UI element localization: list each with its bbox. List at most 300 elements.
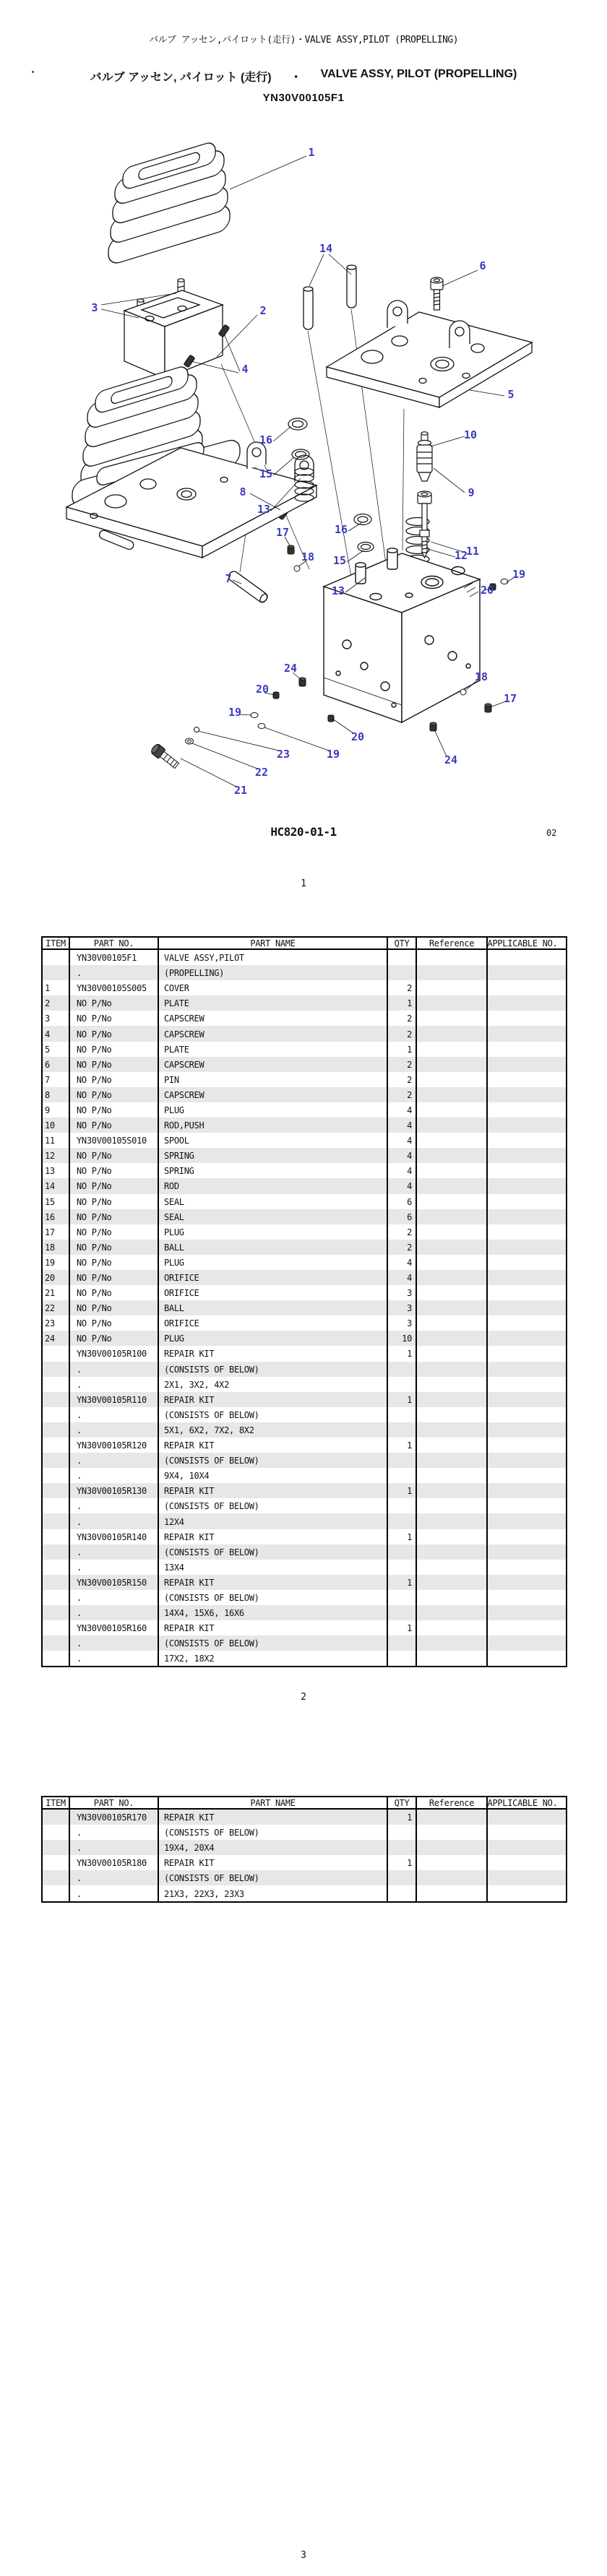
reference-cell <box>417 1438 488 1453</box>
column-header: QTY <box>388 1797 417 1808</box>
callout-number: 17 <box>275 526 290 539</box>
callout-number: 10 <box>463 428 478 441</box>
qty-cell: 2 <box>388 1240 417 1255</box>
table-row <box>43 1825 566 1840</box>
callout-number: 19 <box>228 706 242 719</box>
part-name-cell: SEAL <box>159 1194 388 1209</box>
part-name-cell: CAPSCREW <box>159 1011 388 1026</box>
qty-cell: 1 <box>388 1392 417 1407</box>
qty-cell: 10 <box>388 1331 417 1346</box>
qty-cell: 4 <box>388 1270 417 1285</box>
item-cell <box>43 1362 70 1377</box>
applicable-no-cell <box>488 1178 557 1193</box>
reference-cell <box>417 965 488 980</box>
reference-cell <box>417 1483 488 1498</box>
part-name-cell: REPAIR KIT <box>159 1346 388 1361</box>
part-name-cell: ROD,PUSH <box>159 1118 388 1133</box>
part-name-cell: (CONSISTS OF BELOW) <box>159 1870 388 1885</box>
table-row <box>43 1315 566 1331</box>
qty-cell <box>388 1468 417 1483</box>
socket-bolt-part <box>431 277 443 310</box>
callout-leader-line <box>264 727 329 751</box>
table-row <box>43 1377 566 1392</box>
table-row <box>43 1392 566 1407</box>
reference-cell <box>417 1148 488 1163</box>
table-row <box>43 1422 566 1438</box>
callout-number: 15 <box>259 467 273 480</box>
qty-cell: 4 <box>388 1163 417 1178</box>
page-number-1: 1 <box>301 878 306 889</box>
reference-cell <box>417 1102 488 1118</box>
callout-number: 13 <box>257 503 271 516</box>
qty-cell: 4 <box>388 1148 417 1163</box>
item-cell <box>43 1560 70 1575</box>
applicable-no-cell <box>488 1620 557 1635</box>
table-row <box>43 1635 566 1651</box>
part-name-cell: REPAIR KIT <box>159 1529 388 1544</box>
applicable-no-cell <box>488 995 557 1011</box>
applicable-no-cell <box>488 1560 557 1575</box>
reference-cell <box>417 1392 488 1407</box>
item-cell: 12 <box>43 1148 70 1163</box>
part-name-cell: CAPSCREW <box>159 1057 388 1072</box>
part-no-cell: NO P/No <box>70 1315 159 1331</box>
qty-cell: 2 <box>388 1026 417 1041</box>
item-cell <box>43 1840 70 1855</box>
part-name-cell: SPRING <box>159 1163 388 1178</box>
qty-cell: 2 <box>388 1224 417 1240</box>
applicable-no-cell <box>488 1057 557 1072</box>
part-name-cell: VALVE ASSY,PILOT <box>159 950 388 965</box>
table-row <box>43 1300 566 1315</box>
table-row <box>43 1513 566 1529</box>
part-name-cell: 5X1, 6X2, 7X2, 8X2 <box>159 1422 388 1438</box>
qty-cell: 1 <box>388 1483 417 1498</box>
part-no-cell: YN30V00105R170 <box>70 1810 159 1825</box>
reference-cell <box>417 1840 488 1855</box>
qty-cell: 2 <box>388 980 417 995</box>
applicable-no-cell <box>488 1575 557 1590</box>
table-row <box>43 1102 566 1118</box>
item-cell: 14 <box>43 1178 70 1193</box>
item-cell: 10 <box>43 1118 70 1133</box>
callout-number: 18 <box>301 550 315 563</box>
part-name-cell: 9X4, 10X4 <box>159 1468 388 1483</box>
reference-cell <box>417 1575 488 1590</box>
qty-cell <box>388 1825 417 1840</box>
qty-cell: 2 <box>388 1057 417 1072</box>
part-no-cell: . <box>70 1544 159 1560</box>
callout-leader-line <box>191 361 238 373</box>
column-header: PART NO. <box>70 1797 159 1808</box>
qty-cell: 2 <box>388 1072 417 1087</box>
item-cell <box>43 1575 70 1590</box>
applicable-no-cell <box>488 1377 557 1392</box>
part-name-cell: (CONSISTS OF BELOW) <box>159 1635 388 1651</box>
applicable-no-cell <box>488 1392 557 1407</box>
item-cell: 1 <box>43 980 70 995</box>
applicable-no-cell <box>488 1042 557 1057</box>
item-cell <box>43 950 70 965</box>
qty-cell <box>388 1362 417 1377</box>
reference-cell <box>417 1605 488 1620</box>
qty-cell: 1 <box>388 1529 417 1544</box>
callout-leader-line <box>347 550 363 562</box>
part-no-cell: NO P/No <box>70 1163 159 1178</box>
callout-number: 11 <box>465 545 480 558</box>
part-name-cell: 17X2, 18X2 <box>159 1651 388 1666</box>
table-row <box>43 965 566 980</box>
callout-number: 9 <box>468 486 475 499</box>
item-cell: 7 <box>43 1072 70 1087</box>
table-row <box>43 1407 566 1422</box>
applicable-no-cell <box>488 1270 557 1285</box>
callout-leader-line <box>434 468 465 493</box>
reference-cell <box>417 1072 488 1087</box>
part-name-cell: SEAL <box>159 1209 388 1224</box>
table-row <box>43 1885 566 1901</box>
subtitle-japanese: バルブ アッセン, パイロット (走行) <box>90 72 272 84</box>
table-row <box>43 1209 566 1224</box>
applicable-no-cell <box>488 1026 557 1041</box>
reference-cell <box>417 1362 488 1377</box>
reference-cell <box>417 980 488 995</box>
item-cell <box>43 1529 70 1544</box>
qty-cell <box>388 1635 417 1651</box>
reference-cell <box>417 995 488 1011</box>
item-cell <box>43 1498 70 1513</box>
callout-number: 21 <box>233 784 248 797</box>
qty-cell: 3 <box>388 1300 417 1315</box>
reference-cell <box>417 1285 488 1300</box>
part-no-cell: . <box>70 1825 159 1840</box>
applicable-no-cell <box>488 1885 557 1901</box>
table-row <box>43 1544 566 1560</box>
reference-cell <box>417 1513 488 1529</box>
applicable-no-cell <box>488 1840 557 1855</box>
item-cell: 4 <box>43 1026 70 1041</box>
part-name-cell: PLATE <box>159 1042 388 1057</box>
callout-number: 4 <box>241 363 249 376</box>
part-name-cell: ORIFICE <box>159 1315 388 1331</box>
part-name-cell: 14X4, 15X6, 16X6 <box>159 1605 388 1620</box>
part-no-cell: . <box>70 1590 159 1605</box>
reference-cell <box>417 1407 488 1422</box>
item-cell <box>43 1468 70 1483</box>
callout-number: 20 <box>480 584 494 597</box>
applicable-no-cell <box>488 1544 557 1560</box>
callout-number: 14 <box>319 242 333 255</box>
part-no-cell: NO P/No <box>70 1102 159 1118</box>
item-cell: 5 <box>43 1042 70 1057</box>
table-row <box>43 1178 566 1193</box>
reference-cell <box>417 1635 488 1651</box>
callout-number: 8 <box>239 485 246 498</box>
table-row <box>43 1224 566 1240</box>
qty-cell: 1 <box>388 1042 417 1057</box>
reference-cell <box>417 950 488 965</box>
column-header: ITEM <box>43 1797 70 1808</box>
table-row <box>43 1148 566 1163</box>
applicable-no-cell <box>488 1072 557 1087</box>
callout-number: 2 <box>259 304 267 317</box>
reference-cell <box>417 1468 488 1483</box>
part-no-cell: NO P/No <box>70 1178 159 1193</box>
part-no-cell: . <box>70 1885 159 1901</box>
reference-cell <box>417 1315 488 1331</box>
part-name-cell: SPRING <box>159 1148 388 1163</box>
table-row <box>43 1468 566 1483</box>
callout-leader-line <box>332 719 353 733</box>
callout-number: 7 <box>225 572 232 585</box>
applicable-no-cell <box>488 1810 557 1825</box>
callout-number: 20 <box>255 683 270 696</box>
page-number-3: 3 <box>301 2550 306 2561</box>
item-cell: 24 <box>43 1331 70 1346</box>
part-no-cell: . <box>70 1453 159 1468</box>
applicable-no-cell <box>488 1133 557 1148</box>
subtitle-english: VALVE ASSY, PILOT (PROPELLING) <box>320 68 517 80</box>
callout-number: 13 <box>331 584 345 597</box>
table-header-row <box>43 1797 566 1810</box>
part-no-cell: YN30V00105R160 <box>70 1620 159 1635</box>
applicable-no-cell <box>488 1102 557 1118</box>
part-no-cell: . <box>70 1513 159 1529</box>
qty-cell <box>388 1840 417 1855</box>
column-header: APPLICABLE NO. <box>488 1797 557 1808</box>
part-name-cell: REPAIR KIT <box>159 1483 388 1498</box>
applicable-no-cell <box>488 1825 557 1840</box>
qty-cell: 4 <box>388 1118 417 1133</box>
part-no-cell: YN30V00105R110 <box>70 1392 159 1407</box>
qty-cell <box>388 1407 417 1422</box>
applicable-no-cell <box>488 1513 557 1529</box>
drawing-number: HC820-01-1 <box>270 825 337 839</box>
reference-cell <box>417 1026 488 1041</box>
subtitle-separator: ・ <box>290 72 302 84</box>
part-name-cell: REPAIR KIT <box>159 1620 388 1635</box>
applicable-no-cell <box>488 1635 557 1651</box>
table-row <box>43 1362 566 1377</box>
part-no-cell: . <box>70 1605 159 1620</box>
table-row <box>43 1651 566 1666</box>
exploded-parts-diagram <box>0 0 607 910</box>
callout-leader-line <box>273 426 291 441</box>
part-name-cell: (CONSISTS OF BELOW) <box>159 1407 388 1422</box>
item-cell: 23 <box>43 1315 70 1331</box>
part-no-cell: . <box>70 1422 159 1438</box>
part-no-cell: YN30V00105R130 <box>70 1483 159 1498</box>
table-row <box>43 1240 566 1255</box>
table-row <box>43 1438 566 1453</box>
applicable-no-cell <box>488 1362 557 1377</box>
part-no-cell: NO P/No <box>70 1011 159 1026</box>
part-name-cell: CAPSCREW <box>159 1026 388 1041</box>
applicable-no-cell <box>488 1194 557 1209</box>
callout-leader-line <box>431 436 465 446</box>
item-cell <box>43 1513 70 1529</box>
part-name-cell: 12X4 <box>159 1513 388 1529</box>
qty-cell: 4 <box>388 1255 417 1270</box>
table-row <box>43 1042 566 1057</box>
reference-cell <box>417 1057 488 1072</box>
part-name-cell: ORIFICE <box>159 1270 388 1285</box>
qty-cell <box>388 1605 417 1620</box>
qty-cell <box>388 1377 417 1392</box>
callout-number: 20 <box>350 730 365 743</box>
callout-number: 1 <box>308 146 315 159</box>
callout-leader-line <box>192 743 257 769</box>
callout-number: 3 <box>91 301 98 314</box>
callout-leader-line <box>224 334 240 371</box>
part-no-cell: NO P/No <box>70 1072 159 1087</box>
reference-cell <box>417 1042 488 1057</box>
callout-leader-line <box>273 457 294 475</box>
applicable-no-cell <box>488 1468 557 1483</box>
qty-cell: 6 <box>388 1194 417 1209</box>
item-cell <box>43 1855 70 1870</box>
reference-cell <box>417 1825 488 1840</box>
qty-cell: 2 <box>388 1011 417 1026</box>
item-cell <box>43 1453 70 1468</box>
column-header: ITEM <box>43 938 70 948</box>
part-no-cell: . <box>70 1377 159 1392</box>
item-cell: 16 <box>43 1209 70 1224</box>
callout-leader-line <box>348 523 361 531</box>
item-cell: 19 <box>43 1255 70 1270</box>
applicable-no-cell <box>488 1285 557 1300</box>
column-header: PART NAME <box>159 1797 388 1808</box>
item-cell <box>43 1810 70 1825</box>
applicable-no-cell <box>488 1438 557 1453</box>
part-no-cell: NO P/No <box>70 995 159 1011</box>
part-name-cell: BALL <box>159 1240 388 1255</box>
part-no-cell: NO P/No <box>70 1285 159 1300</box>
callout-number: 6 <box>479 259 486 272</box>
item-cell <box>43 1605 70 1620</box>
reference-cell <box>417 1255 488 1270</box>
item-cell: 6 <box>43 1057 70 1072</box>
reference-cell <box>417 1885 488 1901</box>
qty-cell <box>388 1885 417 1901</box>
item-cell: 8 <box>43 1087 70 1102</box>
qty-cell: 1 <box>388 1346 417 1361</box>
part-name-cell: BALL <box>159 1300 388 1315</box>
part-no-cell: . <box>70 1468 159 1483</box>
table-row <box>43 1870 566 1885</box>
part-name-cell: (CONSISTS OF BELOW) <box>159 1590 388 1605</box>
applicable-no-cell <box>488 1224 557 1240</box>
applicable-no-cell <box>488 1498 557 1513</box>
part-name-cell: COVER <box>159 980 388 995</box>
rod-parts <box>304 265 356 329</box>
part-no-cell: NO P/No <box>70 1057 159 1072</box>
part-name-cell: (CONSISTS OF BELOW) <box>159 1453 388 1468</box>
part-name-cell: 19X4, 20X4 <box>159 1840 388 1855</box>
table-row <box>43 1026 566 1041</box>
reference-cell <box>417 1422 488 1438</box>
qty-cell <box>388 1870 417 1885</box>
qty-cell <box>388 1453 417 1468</box>
qty-cell: 3 <box>388 1315 417 1331</box>
qty-cell: 1 <box>388 1810 417 1825</box>
plug-pushrod-parts <box>417 432 432 558</box>
part-no-cell: . <box>70 1362 159 1377</box>
part-no-cell: NO P/No <box>70 1194 159 1209</box>
part-name-cell: REPAIR KIT <box>159 1392 388 1407</box>
callout-number: 12 <box>454 549 468 562</box>
callout-leader-line <box>198 731 279 751</box>
part-no-cell: YN30V00105S005 <box>70 980 159 995</box>
callout-number: 16 <box>334 523 348 536</box>
reference-cell <box>417 1620 488 1635</box>
applicable-no-cell <box>488 1453 557 1468</box>
item-cell: 13 <box>43 1163 70 1178</box>
table-header-row <box>43 938 566 950</box>
part-no-cell: . <box>70 965 159 980</box>
reference-cell <box>417 1498 488 1513</box>
part-no-cell: . <box>70 1635 159 1651</box>
qty-cell: 1 <box>388 1620 417 1635</box>
applicable-no-cell <box>488 1529 557 1544</box>
part-name-cell: PIN <box>159 1072 388 1087</box>
parts-table-1 <box>41 936 567 1667</box>
table-row <box>43 995 566 1011</box>
top-plate-part <box>327 301 532 407</box>
table-row <box>43 1453 566 1468</box>
part-name-cell: REPAIR KIT <box>159 1438 388 1453</box>
part-name-cell: PLUG <box>159 1102 388 1118</box>
part-no-cell: NO P/No <box>70 1255 159 1270</box>
reference-cell <box>417 1855 488 1870</box>
qty-cell: 2 <box>388 1087 417 1102</box>
table-row <box>43 1498 566 1513</box>
callout-number: 19 <box>512 568 526 581</box>
part-name-cell: REPAIR KIT <box>159 1575 388 1590</box>
callout-leader-line <box>428 549 455 557</box>
part-name-cell: REPAIR KIT <box>159 1855 388 1870</box>
part-name-cell: PLUG <box>159 1224 388 1240</box>
part-no-cell: NO P/No <box>70 1118 159 1133</box>
reference-cell <box>417 1529 488 1544</box>
callout-leader-line <box>181 758 236 787</box>
reference-cell <box>417 1651 488 1666</box>
reference-cell <box>417 1300 488 1315</box>
table-row <box>43 1133 566 1148</box>
applicable-no-cell <box>488 1240 557 1255</box>
callout-number: 23 <box>276 748 290 761</box>
callout-leader-line <box>230 156 306 189</box>
table-row <box>43 1118 566 1133</box>
part-no-cell: NO P/No <box>70 1148 159 1163</box>
sheet-code: 02 <box>546 828 557 838</box>
applicable-no-cell <box>488 1163 557 1178</box>
part-no-cell: NO P/No <box>70 1026 159 1041</box>
item-cell <box>43 1422 70 1438</box>
part-no-cell: . <box>70 1651 159 1666</box>
item-cell <box>43 1483 70 1498</box>
item-cell: 2 <box>43 995 70 1011</box>
table-row <box>43 1163 566 1178</box>
table-row <box>43 1560 566 1575</box>
reference-cell <box>417 1178 488 1193</box>
qty-cell <box>388 1544 417 1560</box>
table-row <box>43 1011 566 1026</box>
item-cell: 3 <box>43 1011 70 1026</box>
part-name-cell: PLUG <box>159 1255 388 1270</box>
reference-cell <box>417 1087 488 1102</box>
table-row <box>43 1605 566 1620</box>
